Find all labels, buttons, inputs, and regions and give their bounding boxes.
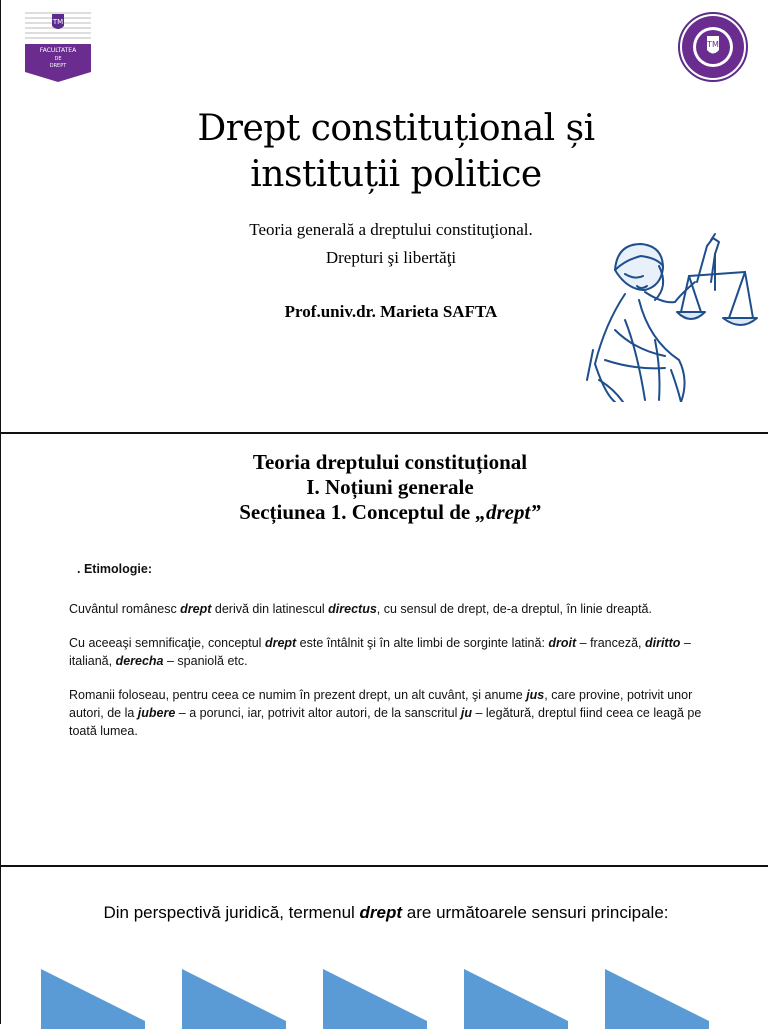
paragraph-1 — [69, 600, 709, 618]
title-line-1: Drept constituțional și — [197, 108, 595, 149]
faculty-logo — [25, 10, 91, 82]
p1-text-3: , cu sensul de drept, de-a dreptul, în linie dreaptă. — [376, 602, 652, 616]
svg-text:FACULTATEA: FACULTATEA — [39, 47, 77, 54]
intro-prefix: Din perspectivă juridică, termenul — [103, 903, 360, 922]
p1-term-1: drept — [180, 602, 212, 616]
p2-text-4: – italiană, — [69, 636, 691, 668]
presentation-title — [111, 106, 681, 198]
p2-text-1: Cu aceeaşi semnificaţie, conceptul — [69, 636, 265, 650]
p2-term-4: derecha — [115, 654, 164, 668]
p2-text-2: este întâlnit şi în alte limbi de sorginte latină: — [296, 636, 549, 650]
p2-term-1: drept — [264, 636, 297, 650]
intro-term: drept — [359, 903, 403, 922]
author-name: Prof.univ.dr. Marieta SAFTA — [284, 302, 498, 321]
svg-text:TM: TM — [52, 18, 64, 26]
title-slide — [0, 0, 768, 432]
p3-text-3: – a porunci, iar, potrivit altor autori, de la sanscritul — [175, 706, 461, 720]
heading-line-3 — [91, 500, 689, 525]
triangle-shape-4 — [464, 969, 568, 1029]
p1-text-2: derivă din latinescul — [211, 602, 329, 616]
p3-term-3: ju — [460, 706, 472, 720]
presentation-subtitle — [161, 216, 621, 272]
p2-text-3: – franceză, — [576, 636, 645, 650]
triangle-shape-5 — [605, 969, 709, 1029]
subtitle-line-2: Drepturi şi libertăţi — [325, 248, 457, 267]
concept-slide — [0, 432, 768, 866]
svg-text:TM: TM — [707, 40, 719, 49]
meanings-slide — [0, 865, 768, 1024]
paragraph-3 — [69, 686, 709, 740]
svg-text:DE: DE — [54, 56, 62, 62]
slide-body — [69, 560, 709, 756]
p3-text-4: – legătură, dreptul fiind ceea ce leagă pe toată lumea. — [69, 706, 702, 738]
triangle-shape-2 — [182, 969, 286, 1029]
p3-text-1: Romanii foloseau, pentru ceea ce numim în prezent drept, un alt cuvânt, şi anume — [69, 688, 527, 702]
triangle-shape-3 — [323, 969, 427, 1029]
p3-term-2: jubere — [137, 706, 176, 720]
triangle-shape-1 — [41, 969, 145, 1029]
heading-term: „drept” — [475, 500, 541, 524]
p1-text-1: Cuvântul românesc — [69, 602, 181, 616]
p3-term-1: jus — [526, 688, 545, 702]
heading-line-1: Teoria dreptului constituțional — [252, 450, 528, 474]
lady-justice-illustration — [585, 230, 761, 402]
section-heading — [91, 450, 689, 525]
heading-line-3-prefix: Secțiunea 1. Conceptul de — [239, 500, 476, 524]
etymology-label: . Etimologie: — [77, 562, 152, 576]
heading-line-2: I. Noțiuni generale — [306, 475, 474, 499]
p2-term-2: droit — [548, 636, 577, 650]
p1-term-2: directus — [328, 602, 377, 616]
paragraph-2 — [69, 634, 709, 670]
title-line-2: instituții politice — [250, 154, 542, 195]
p2-text-5: – spaniolă etc. — [163, 654, 248, 668]
subtitle-line-1: Teoria generală a dreptului constituţional. — [249, 220, 533, 239]
p3-text-2: , care provine, potrivit unor autori, de la — [69, 688, 693, 720]
intro-suffix: are următoarele sensuri principale: — [402, 903, 669, 922]
p2-term-3: diritto — [644, 636, 681, 650]
university-seal — [678, 12, 748, 82]
triangle-shapes-row — [41, 969, 761, 1029]
svg-text:DREPT: DREPT — [49, 63, 67, 69]
meanings-intro — [41, 903, 731, 923]
